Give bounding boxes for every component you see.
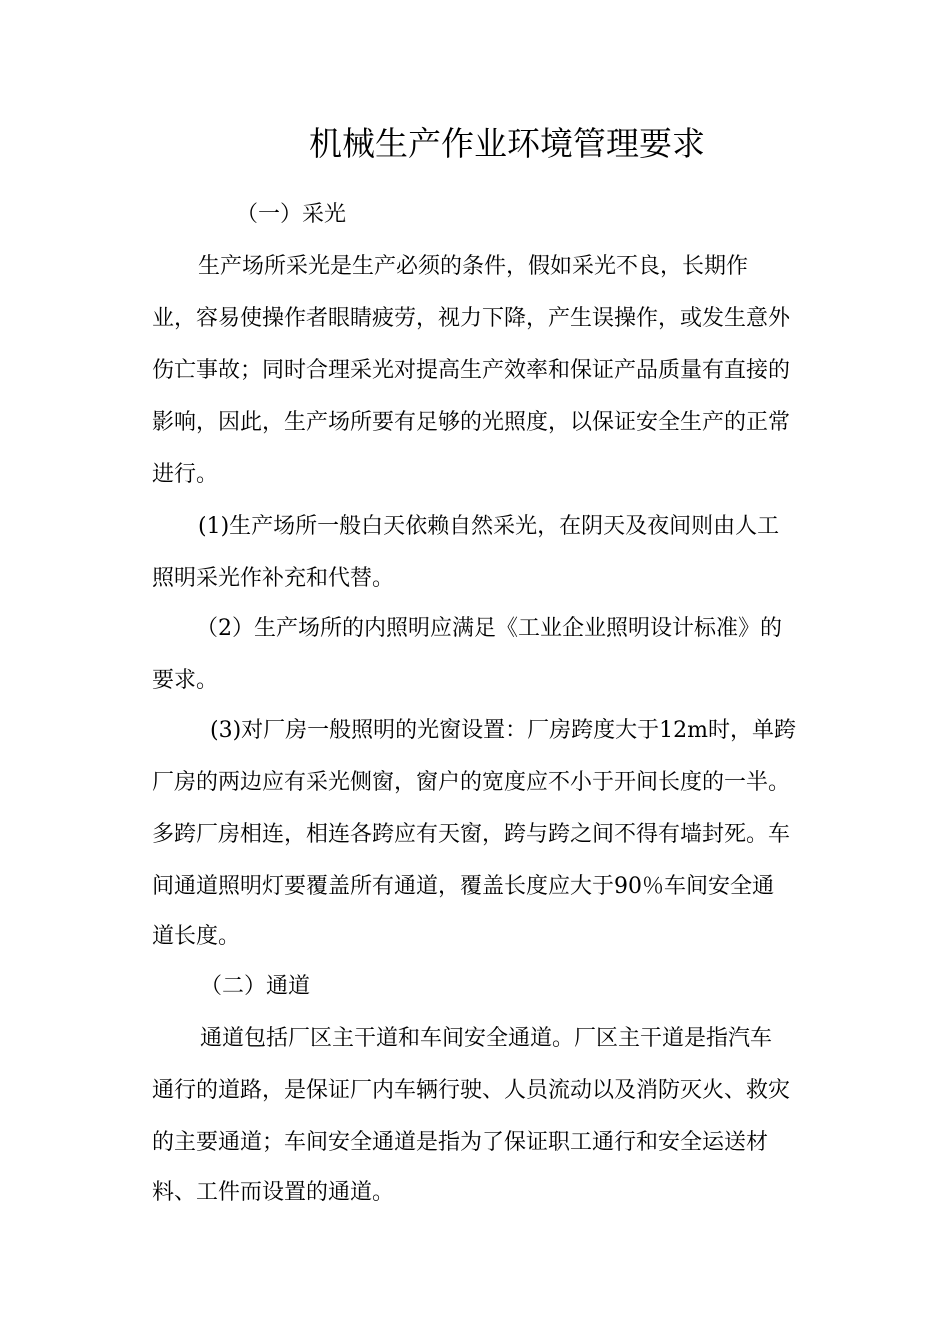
paragraph-line: 料、工件而设置的通道。 — [152, 1180, 395, 1205]
paragraph-line: 通道包括厂区主干道和车间安全通道。厂区主干道是指汽车 — [200, 1026, 773, 1051]
paragraph-line: 影响，因此，生产场所要有足够的光照度，以保证安全生产的正常 — [152, 410, 791, 435]
paragraph-line: 道长度。 — [152, 924, 241, 949]
paragraph-line: 进行。 — [152, 462, 219, 487]
paragraph-line: 间通道照明灯要覆盖所有通道，覆盖长度应大于90％车间安全通 — [152, 874, 774, 899]
paragraph-line: 厂房的两边应有采光侧窗，窗户的宽度应不小于开间长度的一半。 — [152, 770, 791, 795]
paragraph-line: (1)生产场所一般白天依赖自然采光，在阴天及夜间则由人工 — [198, 514, 780, 539]
paragraph-line: 的主要通道；车间安全通道是指为了保证职工通行和安全运送材 — [152, 1130, 769, 1155]
section-heading-lighting: （一）采光 — [236, 202, 347, 227]
paragraph-line: 照明采光作补充和代替。 — [152, 566, 395, 591]
paragraph-line: 多跨厂房相连，相连各跨应有天窗，跨与跨之间不得有墙封死。车 — [152, 822, 791, 847]
section-heading-passage: （二）通道 — [200, 974, 311, 999]
paragraph-line: （2）生产场所的内照明应满足《工业企业照明设计标准》的 — [196, 616, 782, 641]
paragraph-line: 通行的道路，是保证厂内车辆行驶、人员流动以及消防灭火、救灾 — [152, 1078, 791, 1103]
paragraph-line: 伤亡事故；同时合理采光对提高生产效率和保证产品质量有直接的 — [152, 358, 791, 383]
paragraph-line: 业，容易使操作者眼睛疲劳，视力下降，产生误操作，或发生意外 — [152, 306, 791, 331]
document-title: 机械生产作业环境管理要求 — [309, 124, 705, 163]
paragraph-line: 生产场所采光是生产必须的条件，假如采光不良，长期作 — [198, 254, 749, 279]
paragraph-line: (3)对厂房一般照明的光窗设置：厂房跨度大于12m时，单跨 — [210, 718, 797, 743]
paragraph-line: 要求。 — [152, 668, 219, 693]
